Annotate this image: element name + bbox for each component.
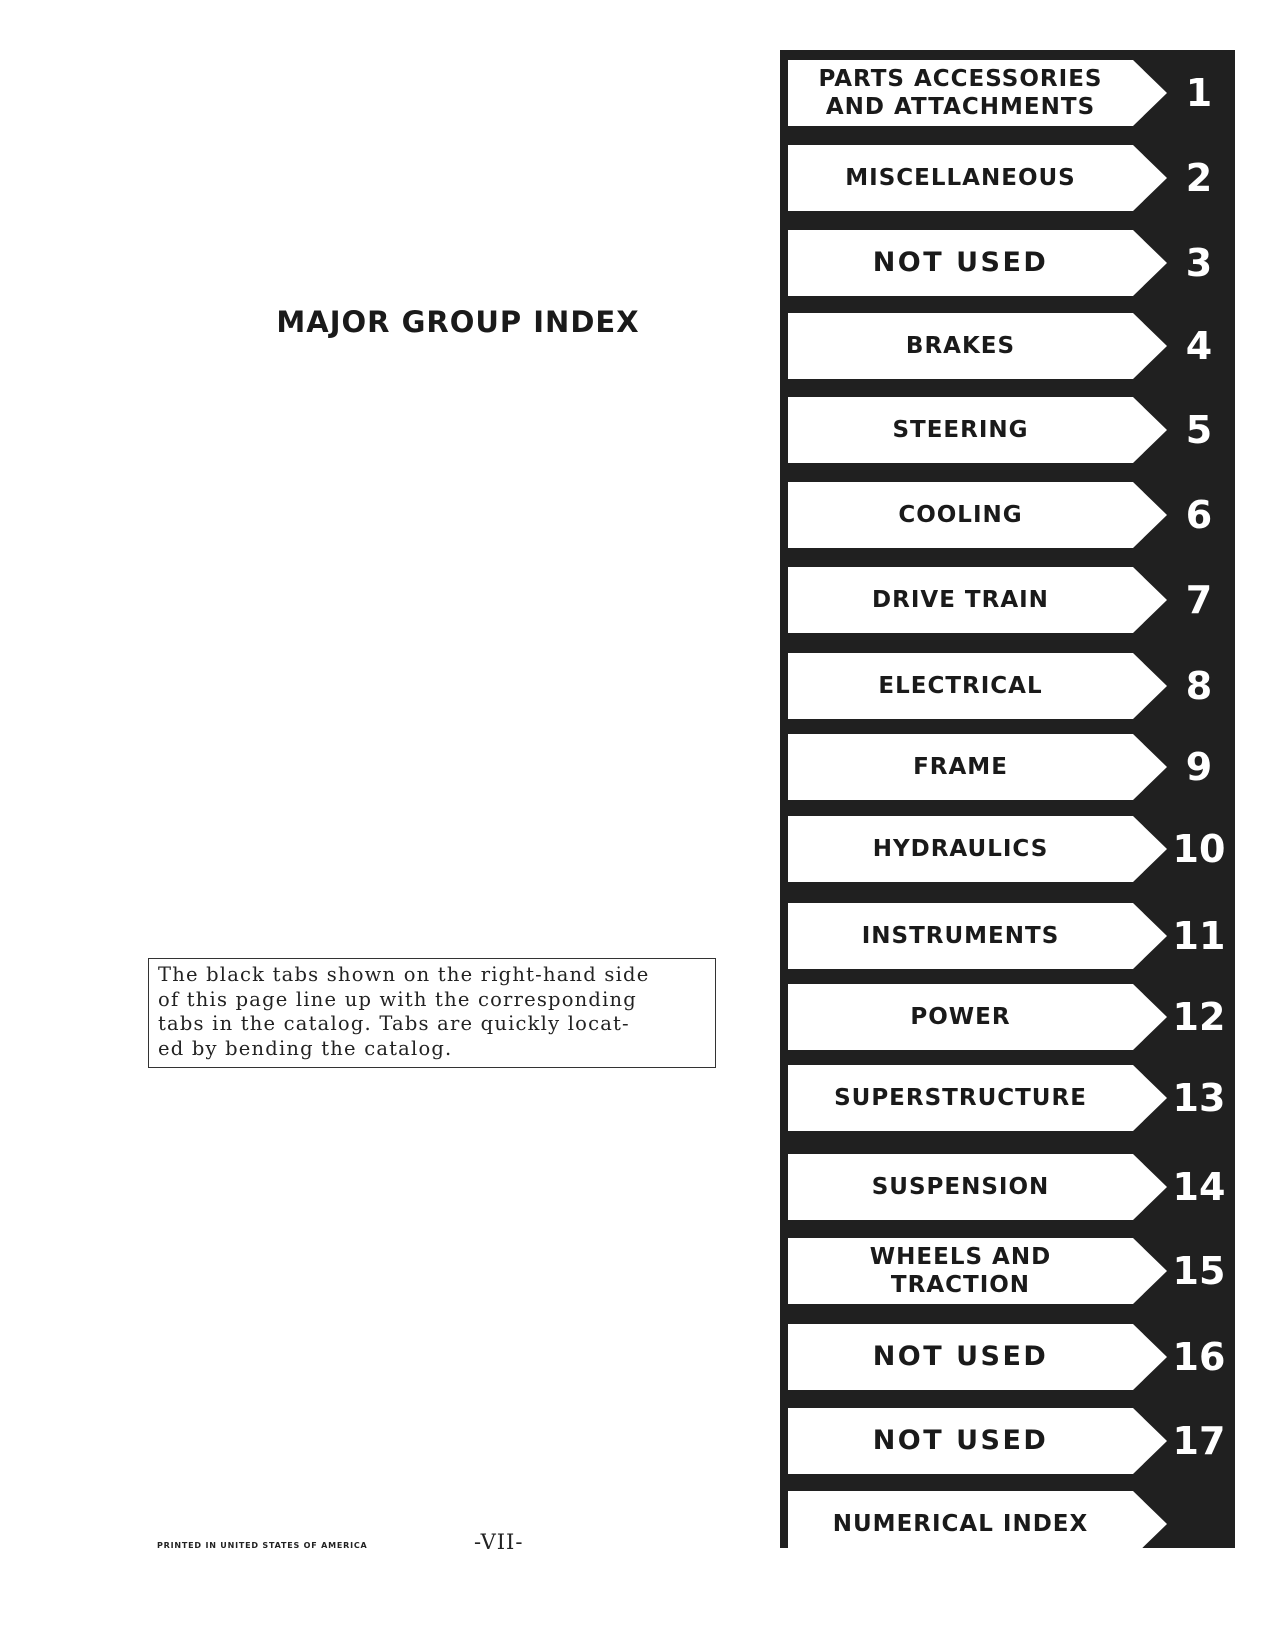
tab-parts-accessories[interactable] xyxy=(788,60,1231,126)
tab-arrow-icon xyxy=(1133,1408,1167,1474)
tab-number: 2 xyxy=(1185,156,1213,200)
tab-hydraulics[interactable] xyxy=(788,816,1231,882)
tab-usage-note xyxy=(148,958,716,1068)
tab-label-box xyxy=(788,567,1133,633)
tab-brakes[interactable] xyxy=(788,313,1231,379)
tab-label: PARTS ACCESSORIES xyxy=(818,66,1103,92)
tab-suspension[interactable] xyxy=(788,1154,1231,1220)
tab-label-box xyxy=(788,397,1133,463)
tab-label: COOLING xyxy=(898,502,1023,528)
tab-label: NOT USED xyxy=(872,1341,1049,1372)
tab-electrical[interactable] xyxy=(788,653,1231,719)
tab-arrow-icon xyxy=(1133,734,1167,800)
tab-label: BRAKES xyxy=(905,333,1016,359)
tab-index-column xyxy=(780,50,1235,1548)
tab-arrow-icon xyxy=(1133,60,1167,126)
tab-label: POWER xyxy=(910,1004,1011,1030)
tab-label: NOT USED xyxy=(872,247,1049,278)
tab-arrow-icon xyxy=(1133,230,1167,296)
tab-number: 14 xyxy=(1172,1165,1226,1209)
tab-number: 6 xyxy=(1185,493,1213,537)
tab-number: 9 xyxy=(1185,745,1213,789)
tab-frame[interactable] xyxy=(788,734,1231,800)
note-line: of this page line up with the corresponding xyxy=(158,987,637,1011)
tab-label-box xyxy=(788,734,1133,800)
tab-number: 11 xyxy=(1172,914,1226,958)
tab-label: FRAME xyxy=(913,754,1008,780)
tab-arrow-icon xyxy=(1133,903,1167,969)
tab-number: 13 xyxy=(1172,1076,1226,1120)
tab-label: SUSPENSION xyxy=(871,1174,1050,1200)
tab-label-box xyxy=(788,482,1133,548)
tab-drive-train[interactable] xyxy=(788,567,1231,633)
tab-not-used-3[interactable] xyxy=(788,230,1231,296)
tab-number: 5 xyxy=(1185,408,1213,452)
tab-label-box xyxy=(788,984,1133,1050)
tab-label-box xyxy=(788,903,1133,969)
tab-not-used-17[interactable] xyxy=(788,1408,1231,1474)
tab-label-box xyxy=(788,230,1133,296)
tab-numerical-index[interactable] xyxy=(788,1491,1231,1557)
tab-label-box xyxy=(788,1154,1133,1220)
tab-arrow-icon xyxy=(1133,567,1167,633)
tab-arrow-icon xyxy=(1133,145,1167,211)
tab-label-box xyxy=(788,60,1133,126)
note-line: tabs in the catalog. Tabs are quickly locat- xyxy=(158,1012,630,1035)
tab-number: 12 xyxy=(1172,995,1226,1039)
tab-label-box xyxy=(788,145,1133,211)
tab-steering[interactable] xyxy=(788,397,1231,463)
tab-label-box xyxy=(788,313,1133,379)
tab-label: DRIVE TRAIN xyxy=(872,587,1049,613)
tab-wheels-and-traction[interactable] xyxy=(788,1238,1231,1304)
tab-number: 8 xyxy=(1185,664,1213,708)
tab-label-box xyxy=(788,1065,1133,1131)
tab-label: WHEELS AND xyxy=(869,1244,1052,1270)
tab-label-box xyxy=(788,1238,1133,1304)
tab-label: SUPERSTRUCTURE xyxy=(834,1085,1087,1111)
tab-superstructure[interactable] xyxy=(788,1065,1231,1131)
tab-number: 3 xyxy=(1185,241,1213,285)
note-line: ed by bending the catalog. xyxy=(158,1036,453,1060)
tab-label-second-line: AND ATTACHMENTS xyxy=(825,94,1096,120)
tab-label: STEERING xyxy=(892,417,1029,443)
tab-number xyxy=(1167,1491,1231,1557)
tab-number: 4 xyxy=(1185,324,1213,368)
tab-label-box xyxy=(788,653,1133,719)
tab-power[interactable] xyxy=(788,984,1231,1050)
tab-arrow-icon xyxy=(1133,1491,1167,1557)
tab-label-box xyxy=(788,1491,1133,1557)
tab-label: NUMERICAL INDEX xyxy=(832,1511,1089,1537)
note-line: The black tabs shown on the right-hand side xyxy=(158,963,650,986)
tab-arrow-icon xyxy=(1133,1065,1167,1131)
tab-number: 17 xyxy=(1172,1419,1226,1463)
tab-arrow-icon xyxy=(1133,653,1167,719)
tab-label: MISCELLANEOUS xyxy=(845,165,1076,191)
tab-arrow-icon xyxy=(1133,1238,1167,1304)
tab-not-used-16[interactable] xyxy=(788,1324,1231,1390)
tab-label: INSTRUMENTS xyxy=(861,923,1060,949)
tab-label-box xyxy=(788,1408,1133,1474)
printed-in-usa-notice: PRINTED IN UNITED STATES OF AMERICA xyxy=(157,1541,368,1550)
tab-cooling[interactable] xyxy=(788,482,1231,548)
tab-number: 7 xyxy=(1185,578,1213,622)
tab-number: 16 xyxy=(1172,1335,1226,1379)
tab-arrow-icon xyxy=(1133,397,1167,463)
tab-arrow-icon xyxy=(1133,1154,1167,1220)
tab-arrow-icon xyxy=(1133,1324,1167,1390)
page-title: MAJOR GROUP INDEX xyxy=(276,305,640,339)
tab-instruments[interactable] xyxy=(788,903,1231,969)
tab-label-second-line: TRACTION xyxy=(890,1272,1031,1298)
tab-label: ELECTRICAL xyxy=(878,673,1043,699)
tab-arrow-icon xyxy=(1133,482,1167,548)
tab-number: 15 xyxy=(1172,1249,1226,1293)
tab-arrow-icon xyxy=(1133,313,1167,379)
tab-miscellaneous[interactable] xyxy=(788,145,1231,211)
tab-label: HYDRAULICS xyxy=(872,836,1049,862)
tab-label: NOT USED xyxy=(872,1425,1049,1456)
tab-number: 1 xyxy=(1185,71,1213,115)
tab-label-box xyxy=(788,816,1133,882)
tab-arrow-icon xyxy=(1133,816,1167,882)
tab-number: 10 xyxy=(1172,827,1226,871)
tab-label-box xyxy=(788,1324,1133,1390)
tab-arrow-icon xyxy=(1133,984,1167,1050)
page-number: -VII- xyxy=(474,1530,524,1554)
